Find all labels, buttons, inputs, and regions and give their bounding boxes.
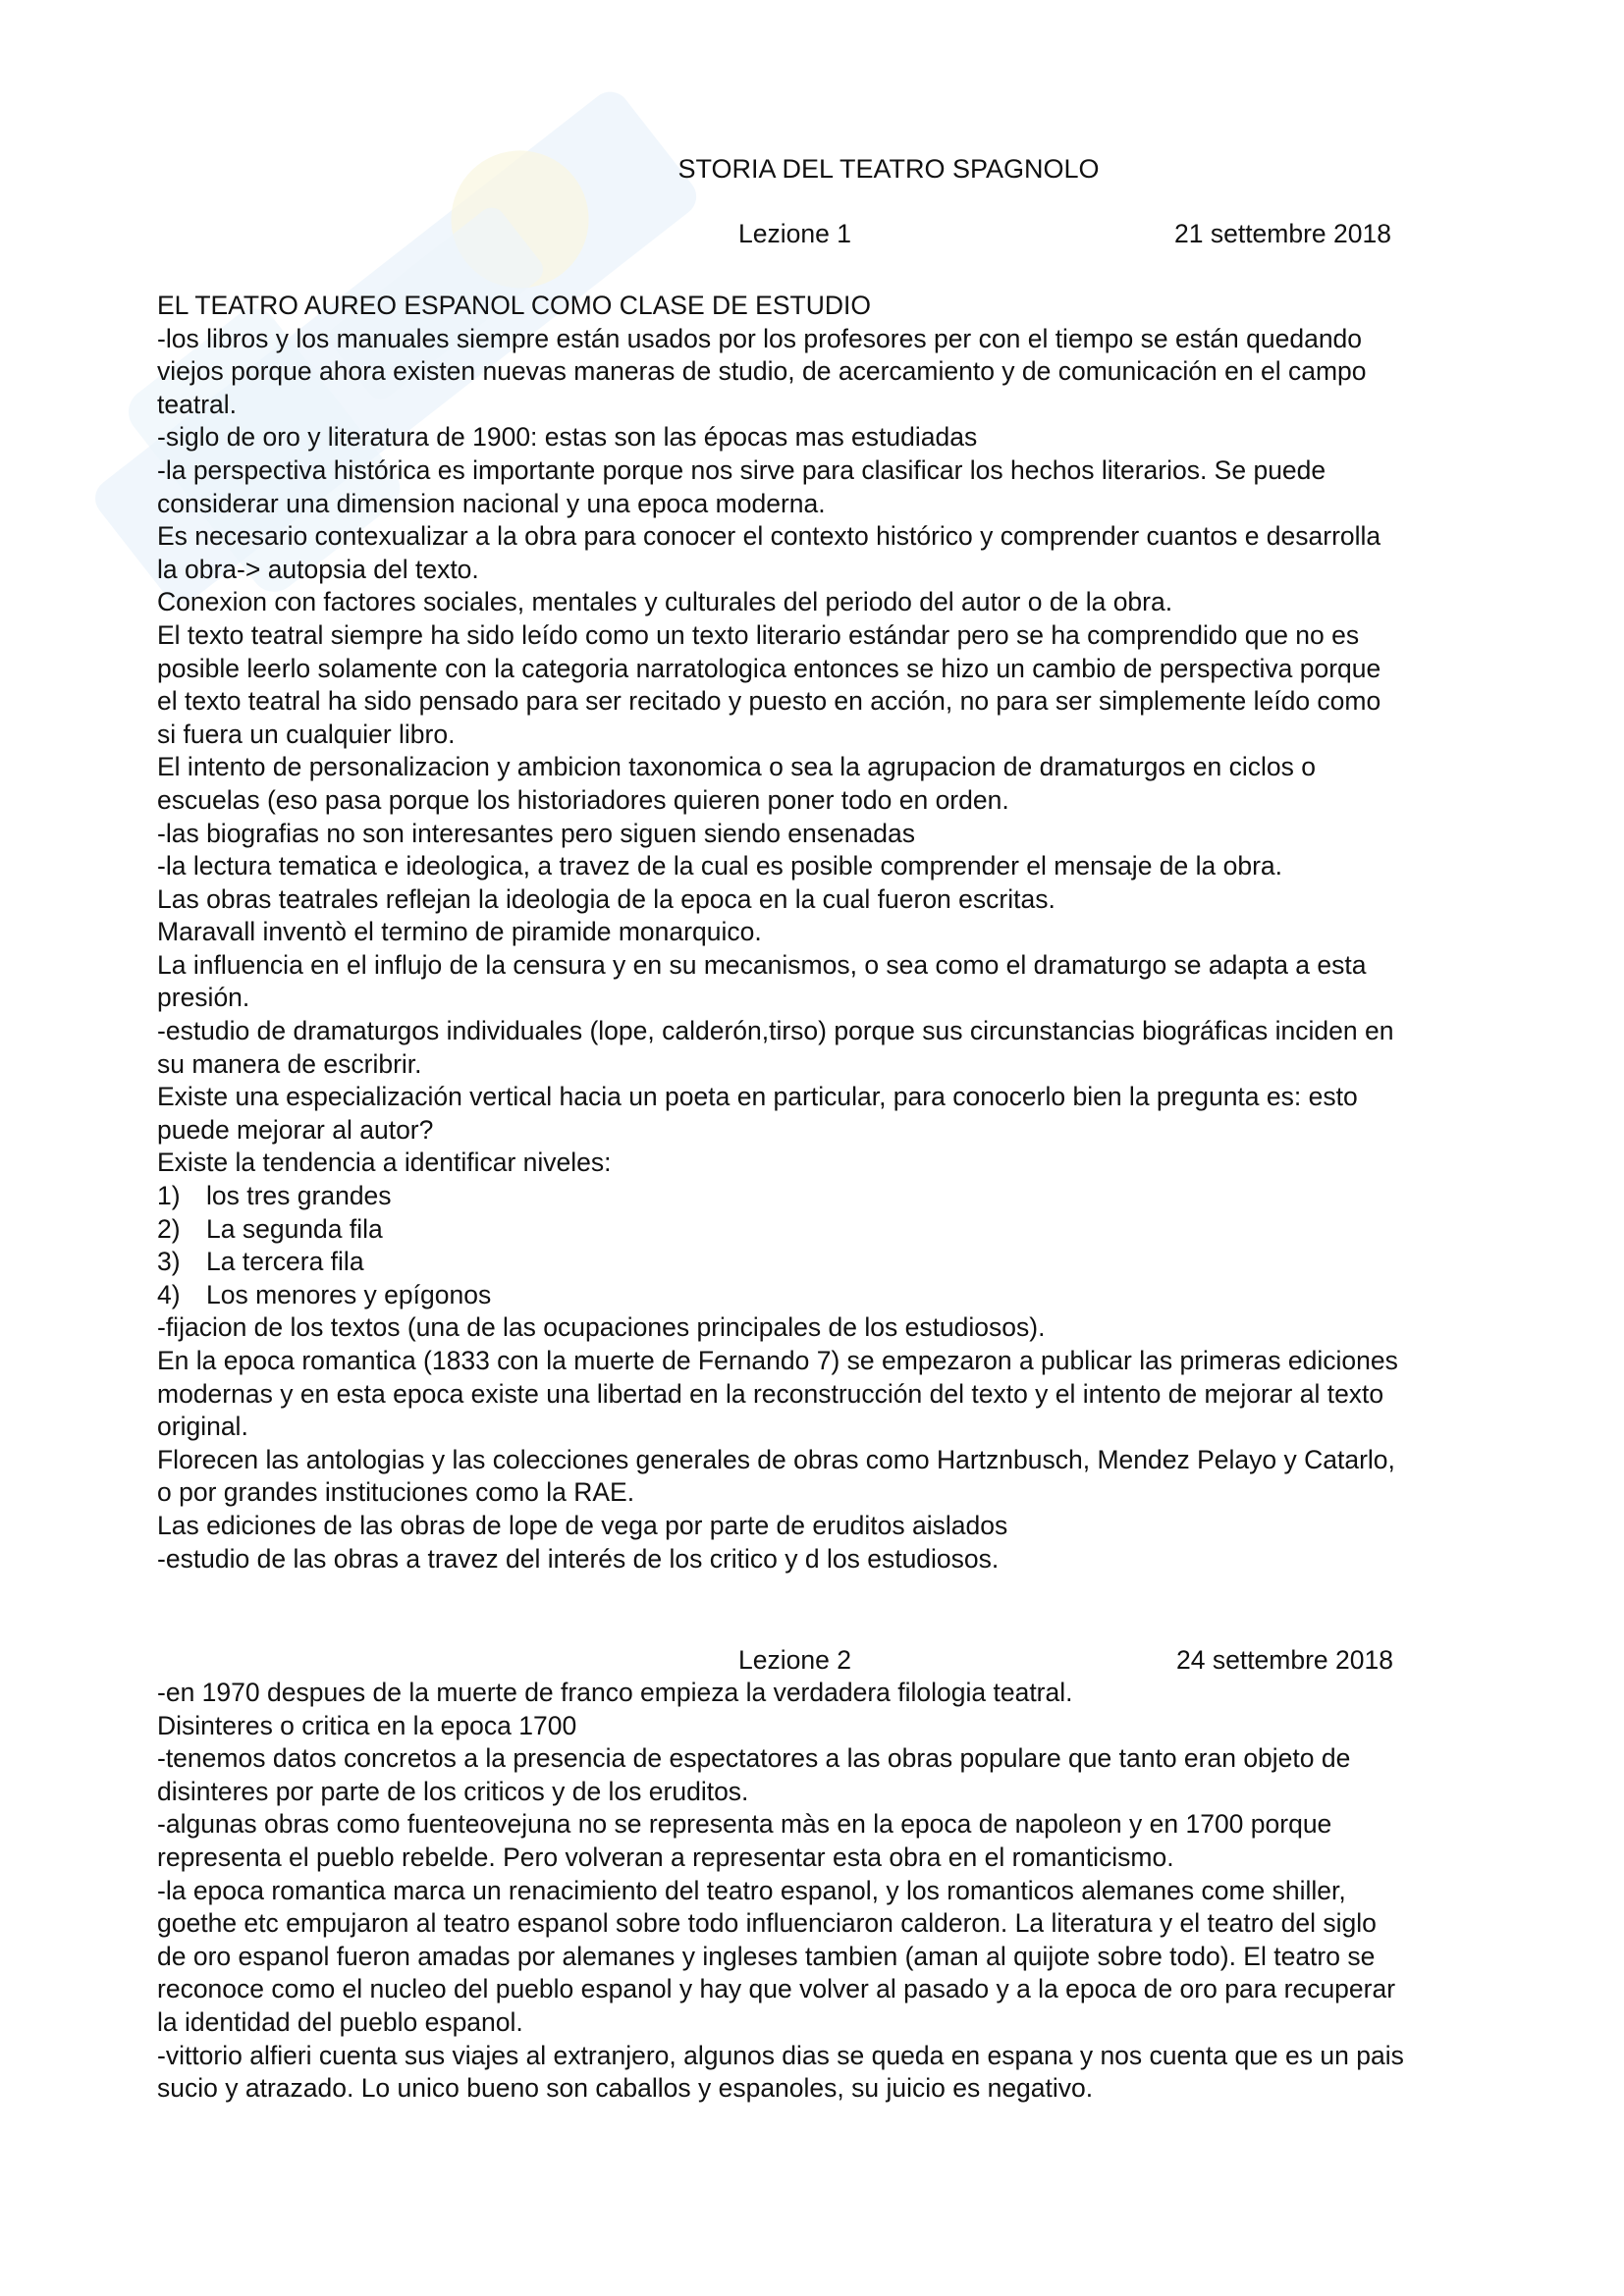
list-number: 3)	[157, 1247, 181, 1277]
paragraph-line: Maravall inventò el termino de piramide monarquico.	[157, 917, 762, 947]
level-list-item	[157, 1213, 1492, 1247]
paragraph-line: teatral.	[157, 389, 238, 419]
paragraph-line: -los libros y los manuales siempre están usados por los profesores per con el tiempo se están quedando	[157, 323, 1363, 353]
paragraph-line: si fuera un cualquier libro.	[157, 719, 456, 749]
lesson-1-body	[157, 290, 1492, 1575]
list-number: 1)	[157, 1181, 181, 1211]
paragraph-line: la identidad del pueblo espanol.	[157, 2006, 523, 2037]
lesson-1-label: Lezione 1	[738, 219, 851, 248]
paragraph-line: puede mejorar al autor?	[157, 1114, 434, 1145]
paragraph-line: -estudio de las obras a travez del interés de los critico y d los estudiosos.	[157, 1543, 1000, 1574]
paragraph-line: El intento de personalizacion y ambicion taxonomica o sea la agrupacion de dramaturgos en ciclos o	[157, 752, 1316, 782]
paragraph-line: -fijacion de los textos (una de las ocupaciones principales de los estudiosos).	[157, 1312, 1046, 1343]
level-list-item	[157, 1246, 1492, 1279]
paragraph-line: modernas y en esta epoca existe una libertad en la reconstrucción del texto y el intento de mejorar al texto	[157, 1378, 1384, 1409]
paragraph-line: Existe una especialización vertical hacia un poeta en particular, para conocerlo bien la pregunta es: esto	[157, 1082, 1358, 1112]
paragraph-line: viejos porque ahora existen nuevas maneras de studio, de acercamiento y de comunicación en el campo	[157, 356, 1367, 387]
paragraph-line: EL TEATRO AUREO ESPANOL COMO CLASE DE ESTUDIO	[157, 291, 871, 320]
lesson-1-date: 21 settembre 2018	[1174, 219, 1391, 248]
paragraph-line: disinteres por parte de los criticos y de los eruditos.	[157, 1776, 749, 1806]
paragraph-line: -en 1970 despues de la muerte de franco empieza la verdadera filologia teatral.	[157, 1678, 1073, 1707]
list-text: La segunda fila	[206, 1213, 383, 1244]
list-text: Los menores y epígonos	[206, 1279, 492, 1309]
paragraph-line: -vittorio alfieri cuenta sus viajes al extranjero, algunos dias se queda en espana y nos cuenta que es un pais	[157, 2040, 1404, 2070]
paragraph-line: representa el pueblo rebelde. Pero volveran a representar esta obra en el romanticismo.	[157, 1842, 1174, 1872]
paragraph-line: de oro espanol fueron amadas por alemanes y ingleses tambien (aman al quijote sobre todo). El teatro se	[157, 1941, 1376, 1971]
paragraph-line: Florecen las antologias y las colecciones generales de obras como Hartznbusch, Mendez Pelayo y Catarlo,	[157, 1444, 1395, 1474]
paragraph-line: Existe la tendencia a identificar niveles:	[157, 1148, 612, 1178]
paragraph-line: -algunas obras como fuenteovejuna no se representa màs en la epoca de napoleon y en 1700 porque	[157, 1809, 1332, 1840]
paragraph-line: En la epoca romantica (1833 con la muerte de Fernando 7) se empezaron a publicar las primeras ediciones	[157, 1346, 1398, 1375]
paragraph-line: o por grandes instituciones como la RAE.	[157, 1477, 635, 1508]
paragraph-line: -la perspectiva histórica es importante porque nos sirve para clasificar los hechos literarios. Se puede	[157, 454, 1326, 485]
document-title: STORIA DEL TEATRO SPAGNOLO	[677, 154, 1100, 184]
lesson-2-body	[157, 1677, 1492, 2106]
lesson-2-label: Lezione 2	[738, 1645, 851, 1675]
paragraph-line: presión.	[157, 983, 250, 1013]
list-number: 2)	[157, 1213, 181, 1244]
paragraph-line: considerar una dimension nacional y una epoca moderna.	[157, 488, 826, 518]
list-number: 4)	[157, 1279, 181, 1309]
paragraph-line: -siglo de oro y literatura de 1900: estas son las épocas mas estudiadas	[157, 422, 978, 453]
paragraph-line: El texto teatral siempre ha sido leído como un texto literario estándar pero se ha comprendido que no es	[157, 619, 1360, 650]
paragraph-line: -estudio de dramaturgos individuales (lope, calderón,tirso) porque sus circunstancias biográficas inciden en	[157, 1016, 1394, 1046]
level-list-item	[157, 1180, 1492, 1213]
paragraph-line: sucio y atrazado. Lo unico bueno son caballos y espanoles, su juicio es negativo.	[157, 2073, 1094, 2104]
paragraph-line: su manera de escribrir.	[157, 1048, 422, 1079]
paragraph-line: -tenemos datos concretos a la presencia de espectatores a las obras populare que tanto eran objeto de	[157, 1743, 1351, 1774]
paragraph-line: -la epoca romantica marca un renacimiento del teatro espanol, y los romanticos alemanes come shiller,	[157, 1875, 1346, 1905]
paragraph-line: -la lectura tematica e ideologica, a travez de la cual es posible comprender el mensaje de la obra.	[157, 851, 1283, 881]
paragraph-line: -las biografias no son interesantes pero siguen siendo ensenadas	[157, 818, 915, 848]
paragraph-line: La influencia en el influjo de la censura y en su mecanismos, o sea como el dramaturgo se adapta a esta	[157, 949, 1367, 980]
paragraph-line: escuelas (eso pasa porque los historiadores quieren poner todo en orden.	[157, 784, 1009, 815]
list-text: La tercera fila	[206, 1247, 364, 1277]
paragraph-line: goethe etc empujaron al teatro espanol sobre todo influenciaron calderon. La literatura y el teatro del siglo	[157, 1908, 1377, 1939]
lesson-2-date: 24 settembre 2018	[1176, 1645, 1393, 1675]
list-text: los tres grandes	[206, 1181, 392, 1211]
paragraph-line: original.	[157, 1412, 248, 1442]
paragraph-line: reconoce como el nucleo del pueblo espanol y hay que volver al pasado y a la epoca de oro para recuperar	[157, 1974, 1396, 2004]
level-list-item	[157, 1279, 1492, 1312]
paragraph-line: posible leerlo solamente con la categoria narratologica entonces se hizo un cambio de perspectiva porque	[157, 653, 1381, 683]
paragraph-line: Conexion con factores sociales, mentales y culturales del periodo del autor o de la obra.	[157, 587, 1173, 617]
paragraph-line: Es necesario contexualizar a la obra para conocer el contexto histórico y comprender cuantos e desarrolla	[157, 521, 1381, 552]
paragraph-line: Disinteres o critica en la epoca 1700	[157, 1710, 577, 1740]
lesson-1-header	[157, 219, 1492, 252]
paragraph-line: el texto teatral ha sido pensado para ser recitado y puesto en acción, no para ser simplemente leído como	[157, 686, 1381, 717]
lesson-2-header	[157, 1645, 1492, 1679]
paragraph-line: Las obras teatrales reflejan la ideologia de la epoca en la cual fueron escritas.	[157, 883, 1056, 914]
paragraph-line: la obra-> autopsia del texto.	[157, 554, 479, 584]
paragraph-line: Las ediciones de las obras de lope de vega por parte de eruditos aislados	[157, 1510, 1008, 1540]
